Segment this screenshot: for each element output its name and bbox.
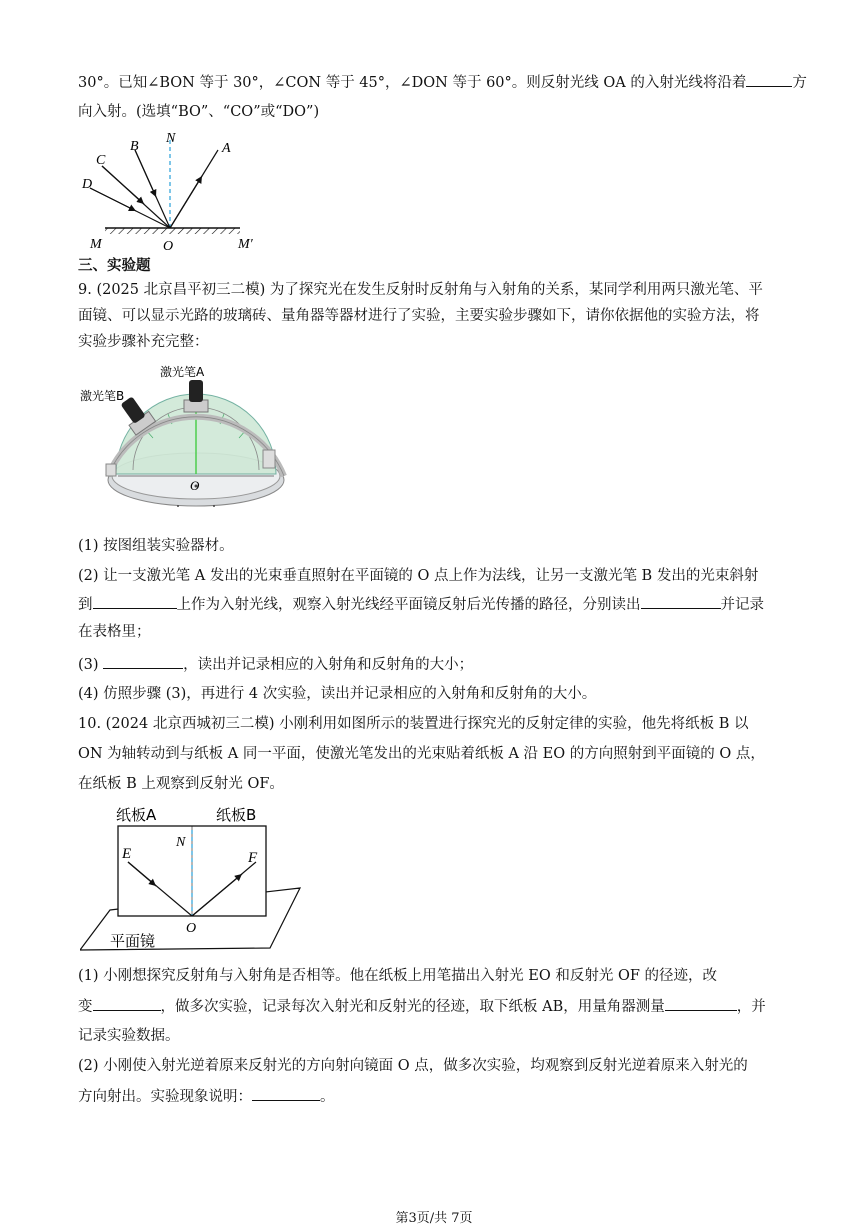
- q10-line-3: 在纸板 B 上观察到反射光 OF。: [78, 776, 284, 792]
- q10-part-1-line-3: 记录实验数据。: [78, 1028, 180, 1044]
- label-d: D: [82, 177, 93, 192]
- q9-step-2-line-2: 到 上作为入射光线，观察入射光线经平面镜反射后光传播的路径，分别读出 并记录: [78, 594, 764, 615]
- q9-blank-2[interactable]: [641, 594, 721, 609]
- q10-part-1-line-1: (1) 小刚想探究反射角与入射角是否相等。他在纸板上用笔描出入射光 EO 和反射光 OF 的径迹，改: [78, 968, 718, 984]
- q10-line-1: 10. (2024 北京西城初三二模) 小刚利用如图所示的装置进行探究光的反射定律的实验，他先将纸板 B 以: [78, 716, 749, 732]
- label-laser-a: 激光笔A: [160, 365, 205, 379]
- mirror-hatch: [105, 228, 240, 234]
- label-o: O: [163, 239, 174, 253]
- label-a: A: [222, 141, 231, 156]
- page-footer: 第3页/共 7页: [395, 1211, 473, 1226]
- q9-step-4: (4) 仿照步骤 (3)，再进行 4 次实验，读出并记录相应的入射角和反射角的大小。: [78, 686, 597, 702]
- q10-line-2: ON 为轴转动到与纸板 A 同一平面，使激光笔发出的光束贴着纸板 A 沿 EO 的方向照射到平面镜的 O 点，: [78, 746, 765, 762]
- label-board-b: 纸板B: [216, 806, 257, 824]
- q8-text-line-1: [78, 72, 807, 93]
- q8-line1-after: 方: [792, 75, 807, 91]
- q10-part-2-line-1: (2) 小刚使入射光逆着原来反射光的方向射向镜面 O 点，做多次实验，均观察到反射光逆着原来入射光的: [78, 1058, 748, 1074]
- label-board-a: 纸板A: [116, 806, 157, 824]
- q9-step-1: (1) 按图组装实验器材。: [78, 538, 234, 554]
- q10-blank-2[interactable]: [665, 996, 737, 1011]
- q10-blank-3[interactable]: [252, 1086, 320, 1101]
- q8-answer-blank[interactable]: [746, 72, 792, 87]
- q9-line-2: 面镜、可以显示光路的玻璃砖、量角器等器材进行了实验，主要实验步骤如下，请你依据他的实验方法，将: [78, 308, 760, 324]
- q9-blank-3[interactable]: [103, 654, 183, 669]
- label-m: M: [90, 237, 102, 252]
- q10-part-1-line-2: 变 ，做多次实验，记录每次入射光和反射光的径迹，取下纸板 AB，用量角器测量 ，并: [78, 996, 766, 1017]
- q8-text-line-2: 向入射。(选填“BO”、“CO”或“DO”): [78, 104, 320, 120]
- label-c: C: [96, 153, 106, 168]
- q9-line-3: 实验步骤补充完整：: [78, 334, 209, 350]
- label-o: O: [190, 478, 200, 493]
- q10-board-figure: [80, 800, 310, 958]
- q9-line-1: 9. (2025 北京昌平初三二模) 为了探究光在发生反射时反射角与入射角的关系，某同学利用两只激光笔、平: [78, 282, 763, 298]
- label-laser-b: 激光笔B: [80, 389, 125, 403]
- label-b: B: [130, 139, 139, 154]
- q8-line1-text: 30°。已知∠BON 等于 30°，∠CON 等于 45°，∠DON 等于 60°。则反射光线 OA 的入射光线将沿着: [78, 75, 747, 91]
- label-mirror: 平面镜: [110, 932, 156, 950]
- label-o: O: [186, 921, 197, 936]
- label-e: E: [122, 846, 132, 862]
- label-n: N: [166, 131, 176, 146]
- q9-apparatus-figure: [78, 360, 298, 520]
- label-f: F: [248, 850, 258, 866]
- q9-step-2-line-3: 在表格里；: [78, 624, 151, 640]
- q10-blank-1[interactable]: [93, 996, 161, 1011]
- q10-part-2-line-2: 方向射出。实验现象说明： 。: [78, 1086, 335, 1107]
- q9-blank-1[interactable]: [93, 594, 177, 609]
- section-title: 三、实验题: [78, 257, 151, 274]
- label-m-prime: M′: [238, 237, 253, 252]
- label-n: N: [176, 835, 186, 850]
- q9-step-2-line-1: (2) 让一支激光笔 A 发出的光束垂直照射在平面镜的 O 点上作为法线，让另一支激光笔 B 发出的光束斜射: [78, 568, 759, 584]
- q9-step-3: (3) ，读出并记录相应的入射角和反射角的大小；: [78, 654, 473, 675]
- q8-reflection-figure: [80, 128, 280, 253]
